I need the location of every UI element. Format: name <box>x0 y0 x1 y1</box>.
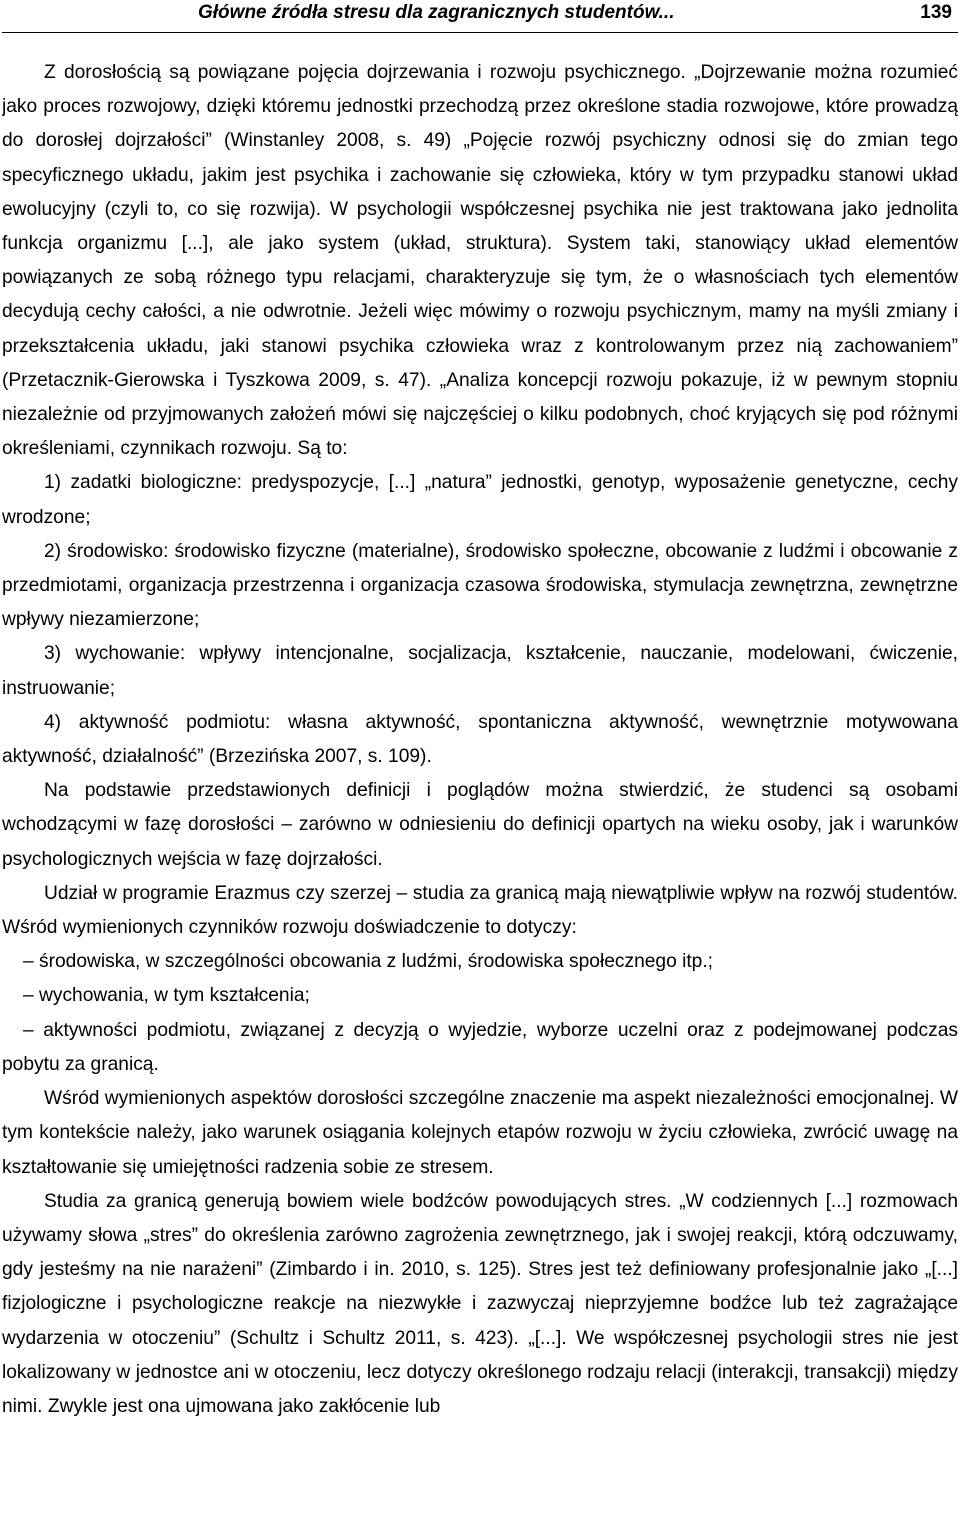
paragraph-intro: Z dorosłością są powiązane pojęcia dojrzewania i rozwoju psychicznego. „Dojrzewanie można rozumieć jako proces rozwojowy, dzięki któremu jednostki przechodzą przez określone stadia rozwojowe, które prowadzą do dorosłej dojrzałości” (Winstanley 2008, s. 49) „Pojęcie rozwój psychiczny odnosi się do zmian tego specyficznego układu, jakim jest psychika i zachowanie się człowieka, który w tym przypadku stanowi układ ewolucyjny (czyli to, co się rozwija). W psychologii współczesnej psychika nie jest traktowana jako jednolita funkcja organizmu [...], ale jako system (układ, struktura). System taki, stanowiący układ elementów powiązanych ze sobą różnego typu relacjami, charakteryzuje się tym, że o własnościach tych elementów decydują cechy całości, a nie odwrotnie. Jeżeli więc mówimy o rozwoju psychicznym, mamy na myśli zmiany i przekształcenia układu, jaki stanowi psychika człowieka wraz z kontrolowanym przez nią zachowaniem” (Przetacznik-Gierowska i Tyszkowa 2009, s. 47). „Analiza koncepcji rozwoju pokazuje, iż w pewnym stopniu niezależnie od przyjmowanych założeń mówi się najczęściej o kilku podobnych, choć kryjących się pod różnymi określeniami, czynnikach rozwoju. Są to: <box>2 62 958 460</box>
page-number: 139 <box>920 2 952 23</box>
paragraph-stress: Studia za granicą generują bowiem wiele bodźców powodujących stres. „W codziennych [...] rozmowach używamy słowa „stres” do określenia zarówno zagrożenia zewnętrznego, jak i swojej reakcji, którą odczuwamy, gdy jesteśmy na nie narażeni” (Zimbardo i in. 2010, s. 125). Stres jest też definiowany profesjonalnie jako „[...] fizjologiczne i psychologiczne reakcje na niezwykłe i zazwyczaj nieprzyjemne bodźce lub też zagrażające wydarzenia w otoczeniu” (Schultz i Schultz 2011, s. 423). „[...]. We współczesnej psychologii stres nie jest lokalizowany w jednostce ani w otoczeniu, lecz dotyczy określonego rodzaju relacji (interakcji, transakcji) między nimi. Zwykle jest ona ujmowana jako zakłócenie lub <box>2 1190 958 1417</box>
body-text <box>2 56 958 1424</box>
dash-item-environment: – środowiska, w szczególności obcowania z ludźmi, środowiska społecznego itp.; <box>23 951 714 973</box>
paragraph-erasmus: Udział w programie Erazmus czy szerzej – studia za granicą mają niewątpliwie wpływ na rozwój studentów. Wśród wymienionych czynników rozwoju doświadczenie to dotyczy: <box>2 882 958 939</box>
list-item-upbringing: 3) wychowanie: wpływy intencjonalne, socjalizacja, kształcenie, nauczanie, modelowani, ćwiczenie, instruowanie; <box>2 643 958 699</box>
list-item-environment: 2) środowisko: środowisko fizyczne (materialne), środowisko społeczne, obcowanie z ludźmi i obcowanie z przedmiotami, organizacja przestrzenna i organizacja czasowa środowiska, stymulacja zewnętrzna, zewnętrzne wpływy niezamierzone; <box>2 540 958 631</box>
list-item-activity: 4) aktywność podmiotu: własna aktywność, spontaniczna aktywność, wewnętrznie motywowana aktywność, działalność” (Brzezińska 2007, s. 109). <box>2 711 958 768</box>
dash-item-activity: – aktywności podmiotu, związanej z decyzją o wyjedzie, wyborze uczelni oraz z podejmowanej podczas pobytu za granicą. <box>2 1019 958 1075</box>
document-page <box>2 0 958 1522</box>
dash-item-upbringing: – wychowania, w tym kształcenia; <box>23 985 310 1007</box>
paragraph-emotional-independence: Wśród wymienionych aspektów dorosłości szczególne znaczenie ma aspekt niezależności emocjonalnej. W tym kontekście należy, jako warunek osiągania kolejnych etapów rozwoju w życiu człowieka, zwrócić uwagę na kształtowanie się umiejętności radzenia sobie ze stresem. <box>2 1088 958 1178</box>
header-title: Główne źródła stresu dla zagranicznych studentów... <box>198 2 675 23</box>
list-item-biological: 1) zadatki biologiczne: predyspozycje, [...] „natura” jednostki, genotyp, wyposażenie genetyczne, cechy wrodzone; <box>2 472 958 528</box>
running-header <box>2 0 958 33</box>
paragraph-conclusion: Na podstawie przedstawionych definicji i poglądów można stwierdzić, że studenci są osobami wchodzącymi w fazę dorosłości – zarówno w odniesieniu do definicji opartych na wieku osoby, jak i warunków psychologicznych wejścia w fazę dojrzałości. <box>2 780 958 870</box>
